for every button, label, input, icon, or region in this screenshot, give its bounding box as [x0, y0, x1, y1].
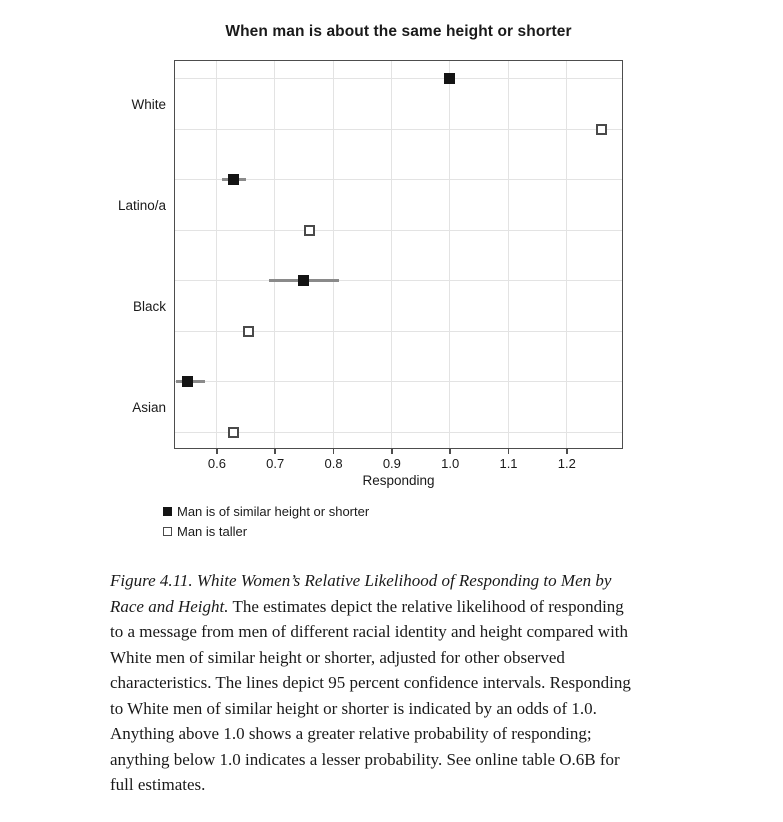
x-axis-tick-1.1: [508, 449, 510, 454]
x-axis-tick-1.0: [449, 449, 451, 454]
open-square-icon: [163, 527, 172, 536]
data-point-black-man-is-taller: [243, 326, 254, 337]
y-axis-category-label-latino-a: Latino/a: [117, 197, 166, 213]
chart-title: When man is about the same height or shorter: [225, 23, 572, 40]
filled-square-icon: [163, 507, 172, 516]
vertical-gridline: [449, 61, 450, 448]
horizontal-gridline: [175, 280, 622, 281]
horizontal-gridline: [175, 230, 622, 231]
data-point-latino-a-man-is-taller: [304, 225, 315, 236]
x-axis-tick-0.8: [333, 449, 335, 454]
legend-item-similar-height: [163, 501, 369, 521]
horizontal-gridline: [175, 78, 622, 79]
x-axis-tick-label-0.9: 0.9: [382, 456, 401, 471]
x-axis-tick-0.7: [274, 449, 276, 454]
data-point-white-man-is-of-similar-height-or-shorter: [444, 73, 455, 84]
x-axis-tick-label-0.7: 0.7: [266, 456, 285, 471]
y-axis-category-label-white: White: [131, 96, 166, 112]
data-point-asian-man-is-of-similar-height-or-shorter: [182, 376, 193, 387]
x-axis-tick-label-1.1: 1.1: [499, 456, 518, 471]
x-axis-tick-label-1.2: 1.2: [557, 456, 576, 471]
figure-caption-title: Figure 4.11. White Women’s Relative Likelihood of Responding to Men by Race and Height.: [110, 571, 612, 616]
data-point-asian-man-is-taller: [228, 427, 239, 438]
legend: [163, 501, 369, 541]
plot-area: [174, 60, 623, 449]
vertical-gridline: [566, 61, 567, 448]
vertical-gridline: [508, 61, 509, 448]
figure-caption-body: The estimates depict the relative likelihood of responding to a message from men of different racial identity and height compared with White men of similar height or shorter, adjusted for other observed characteristics. The lines depict 95 percent confidence intervals. Responding to White men of similar height or shorter is indicated by an odds of 1.0. Anything above 1.0 shows a greater relative probability of responding; anything below 1.0 indicates a lesser probability. See online table O.6B for full estimates.: [110, 596, 631, 794]
legend-label-taller: Man is taller: [177, 523, 248, 539]
x-axis-tick-1.2: [566, 449, 568, 454]
x-axis-tick-label-1.0: 1.0: [441, 456, 460, 471]
horizontal-gridline: [175, 381, 622, 382]
vertical-gridline: [216, 61, 217, 448]
y-axis-category-label-asian: Asian: [132, 399, 166, 415]
legend-item-taller: [163, 521, 369, 541]
x-axis-tick-label-0.8: 0.8: [324, 456, 343, 471]
legend-label-similar-height: Man is of similar height or shorter: [177, 503, 370, 519]
vertical-gridline: [333, 61, 334, 448]
horizontal-gridline: [175, 432, 622, 433]
data-point-latino-a-man-is-of-similar-height-or-shorter: [228, 174, 239, 185]
x-axis-tick-0.9: [391, 449, 393, 454]
figure-caption: [110, 568, 638, 798]
data-point-black-man-is-of-similar-height-or-shorter: [298, 275, 309, 286]
data-point-white-man-is-taller: [596, 124, 607, 135]
horizontal-gridline: [175, 129, 622, 130]
y-axis-category-label-black: Black: [132, 298, 166, 314]
x-axis-tick-0.6: [216, 449, 218, 454]
x-axis-title: Responding: [362, 473, 435, 488]
vertical-gridline: [391, 61, 392, 448]
x-axis-tick-label-0.6: 0.6: [207, 456, 226, 471]
vertical-gridline: [274, 61, 275, 448]
